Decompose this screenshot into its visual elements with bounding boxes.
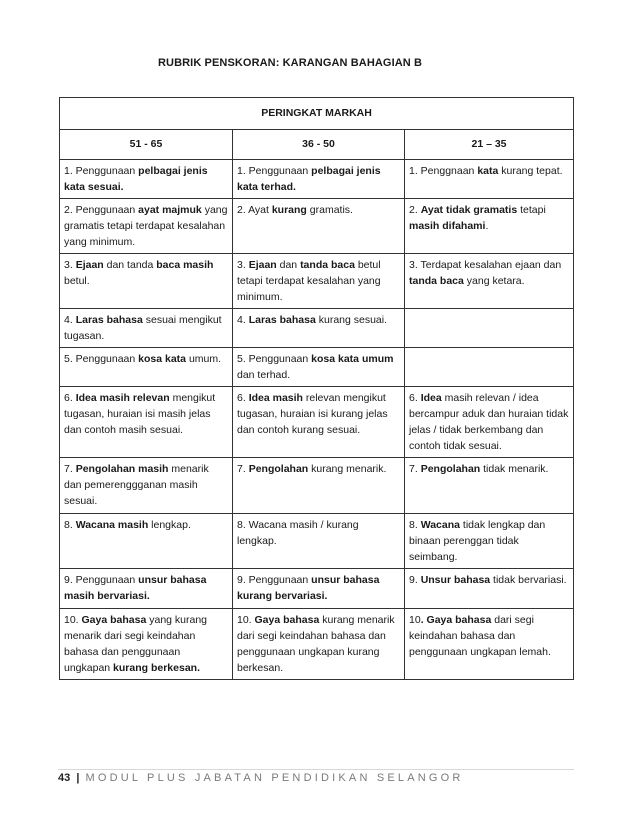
rubric-cell [233, 254, 405, 309]
page-number: 43 [58, 772, 71, 784]
bold-text: kata [477, 165, 499, 177]
cell-text: 1. Penggnaan [409, 165, 478, 177]
bold-text: Pengolahan [248, 463, 309, 475]
cell-text: tidak lengkap dan binaan perenggan tidak seimbang. [409, 519, 546, 563]
cell-text: 2. [409, 204, 421, 216]
cell-text: dari segi keindahan bahasa dan penggunaan ungkapan lemah. [409, 614, 551, 658]
module-name: MODUL PLUS JABATAN PENDIDIKAN SELANGOR [85, 772, 464, 784]
rubric-cell [60, 514, 233, 569]
cell-text: tetapi [517, 204, 546, 216]
cell-text: 5. Penggunaan [64, 353, 139, 365]
cell-text: kurang tepat. [498, 165, 563, 177]
bold-text: ayat majmuk [138, 204, 202, 216]
cell-text: tidak menarik. [480, 463, 549, 475]
band-header: 51 - 65 [60, 130, 233, 160]
cell-text: 7. [409, 463, 421, 475]
bold-text: Laras bahasa [75, 314, 143, 326]
bold-text: pelbagai jenis kata terhad. [237, 165, 381, 193]
cell-text: relevan mengikut tugasan, huraian isi kurang jelas dan contoh kurang sesuai. [237, 392, 388, 436]
rubric-cell [233, 160, 405, 199]
bold-text: Pengolahan [420, 463, 481, 475]
cell-text: 8. [409, 519, 421, 531]
cell-text: 10. [64, 614, 82, 626]
cell-text: 4. [64, 314, 76, 326]
rubric-cell [233, 458, 405, 514]
bold-text: Idea masih relevan [75, 392, 170, 404]
bold-text: Gaya bahasa [254, 614, 320, 626]
bold-text: Wacana masih [75, 519, 149, 531]
cell-text: mengikut tugasan, huraian isi masih jelas dan contoh masih sesuai. [64, 392, 216, 436]
cell-text: 8. [64, 519, 76, 531]
cell-text: 2. Penggunaan [64, 204, 139, 216]
band-header: 21 – 35 [405, 130, 574, 160]
cell-text: 4. [237, 314, 249, 326]
rubric-cell [405, 348, 574, 387]
cell-text: 3. [64, 259, 76, 271]
rubric-cell [405, 609, 574, 680]
cell-text: yang kurang menarik dari segi keindahan bahasa dan penggunaan ungkapan [64, 614, 208, 674]
bold-text: Ejaan [248, 259, 277, 271]
cell-text: 1. Penggunaan [64, 165, 139, 177]
cell-text: yang gramatis tetapi terdapat kesalahan yang minimum. [64, 204, 228, 248]
bold-text: kurang berkesan. [113, 662, 200, 674]
footer-separator: | [76, 772, 80, 784]
rubric-cell [233, 309, 405, 348]
cell-text: dan tanda [103, 259, 157, 271]
document-title: RUBRIK PENSKORAN: KARANGAN BAHAGIAN B [158, 57, 423, 69]
cell-text: betul tetapi terdapat kesalahan yang minimum. [237, 259, 381, 303]
rubric-cell [233, 387, 405, 458]
cell-text: 10. [237, 614, 255, 626]
cell-text: masih relevan / idea bercampur aduk dan huraian tidak jelas / tidak berkembang dan contoh tidak sesuai. [409, 392, 569, 452]
rubric-cell [60, 387, 233, 458]
cell-text: dan terhad. [237, 369, 291, 381]
bold-text: Ayat tidak gramatis [420, 204, 518, 216]
bold-text: masih difahami [409, 220, 486, 232]
table-row [60, 609, 574, 680]
bold-text: tanda baca [300, 259, 355, 271]
cell-text: gramatis. [306, 204, 353, 216]
rubric-cell [233, 348, 405, 387]
bold-text: Wacana [420, 519, 460, 531]
rubric-cell [233, 569, 405, 609]
bold-text: pelbagai jenis kata sesuai. [64, 165, 208, 193]
cell-text: 6. [409, 392, 421, 404]
rubric-cell [60, 348, 233, 387]
cell-text: 6. [237, 392, 249, 404]
page-footer [58, 772, 574, 784]
rubric-body [60, 160, 574, 680]
bold-text: Idea masih [248, 392, 303, 404]
rubric-cell [405, 199, 574, 254]
table-row [60, 458, 574, 514]
cell-text: lengkap. [148, 519, 191, 531]
cell-text: 3. Terdapat kesalahan ejaan dan [409, 259, 562, 271]
rubric-cell [405, 254, 574, 309]
table-row [60, 348, 574, 387]
cell-text: kurang sesuai. [315, 314, 388, 326]
cell-text: 7. [64, 463, 76, 475]
cell-text: 8. Wacana masih / kurang lengkap. [237, 519, 359, 547]
table-row [60, 569, 574, 609]
rubric-cell [233, 199, 405, 254]
cell-text: 9. Penggunaan [237, 574, 312, 586]
bold-text: Idea [420, 392, 442, 404]
table-row [60, 254, 574, 309]
cell-text: umum. [186, 353, 222, 365]
bold-text: kosa kata [138, 353, 187, 365]
cell-text: 5. Penggunaan [237, 353, 312, 365]
bold-text: unsur bahasa kurang bervariasi. [237, 574, 380, 602]
cell-text: . [485, 220, 489, 232]
cell-text: betul. [64, 275, 90, 287]
cell-text: yang ketara. [463, 275, 525, 287]
rubric-cell [405, 514, 574, 569]
bold-text: kosa kata umum [311, 353, 394, 365]
rubric-cell [405, 387, 574, 458]
rubric-table [59, 97, 574, 680]
rubric-cell [60, 569, 233, 609]
cell-text: dan [276, 259, 301, 271]
bold-text: tanda baca [409, 275, 464, 287]
cell-text: kurang menarik dari segi keindahan bahasa dan penggunaan ungkapan kurang berkesan. [237, 614, 395, 674]
cell-text: menarik dan pemerenggganan masih sesuai. [64, 463, 209, 507]
rubric-cell [233, 609, 405, 680]
cell-text: 9. [409, 574, 421, 586]
cell-text: sesuai mengikut tugasan. [64, 314, 222, 342]
rubric-cell [60, 609, 233, 680]
cell-text: tidak bervariasi. [490, 574, 567, 586]
rubric-cell [405, 160, 574, 199]
cell-text: 9. Penggunaan [64, 574, 139, 586]
bold-text: Unsur bahasa [420, 574, 491, 586]
table-row [60, 309, 574, 348]
bold-text: Gaya bahasa [81, 614, 147, 626]
rubric-cell [60, 254, 233, 309]
rubric-cell [60, 458, 233, 514]
cell-text: 6. [64, 392, 76, 404]
bold-text: baca masih [156, 259, 214, 271]
table-row [60, 387, 574, 458]
table-header: PERINGKAT MARKAH [60, 98, 574, 130]
footer-divider [58, 769, 574, 770]
rubric-cell [60, 309, 233, 348]
bold-text: . Gaya bahasa [420, 614, 492, 626]
cell-text: 10 [409, 614, 421, 626]
bold-text: Pengolahan masih [75, 463, 169, 475]
table-row [60, 160, 574, 199]
rubric-cell [233, 514, 405, 569]
rubric-cell [405, 458, 574, 514]
cell-text: 3. [237, 259, 249, 271]
cell-text: kurang menarik. [308, 463, 387, 475]
cell-text: 7. [237, 463, 249, 475]
rubric-cell [60, 199, 233, 254]
rubric-cell [405, 569, 574, 609]
bold-text: Laras bahasa [248, 314, 316, 326]
table-row [60, 199, 574, 254]
rubric-cell [60, 160, 233, 199]
bold-text: kurang [271, 204, 307, 216]
cell-text: 1. Penggunaan [237, 165, 312, 177]
band-row [60, 130, 574, 160]
rubric-cell [405, 309, 574, 348]
table-row [60, 514, 574, 569]
band-header: 36 - 50 [233, 130, 405, 160]
cell-text: 2. Ayat [237, 204, 272, 216]
table-header-row [60, 98, 574, 130]
bold-text: Ejaan [75, 259, 104, 271]
bold-text: unsur bahasa masih bervariasi. [64, 574, 207, 602]
